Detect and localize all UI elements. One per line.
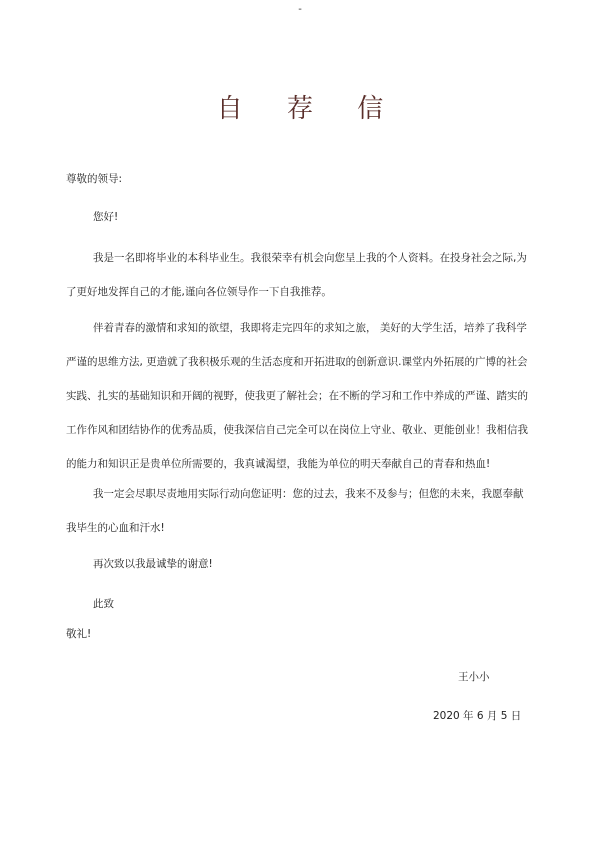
closing-jingli: 敬礼! [66,628,92,640]
paragraph-2-line: 实践、扎实的基础知识和开阔的视野，使我更了解社会；在不断的学习和工作中养成的严谨、踏实的 [66,390,528,402]
paragraph-1 [66,241,536,309]
closing-cizhi: 此致 [93,598,114,610]
paragraph-1-line: 了更好地发挥自己的才能,谨向各位领导作一下自我推荐。 [66,286,332,298]
paragraph-3-line: 我一定会尽职尽责地用实际行动向您证明：您的过去，我来不及参与；但您的未来，我愿奉献 [93,488,524,500]
paragraph-2-line: 工作作风和团结协作的优秀品质，使我深信自己完全可以在岗位上守业、敬业、更能创业！我相信我 [66,424,528,436]
letter-date: 2020 年 6 月 5 日 [433,710,522,722]
paragraph-2-line: 伴着青春的激情和求知的欲望，我即将走完四年的求知之旅， 美好的大学生活，培养了我科学 [93,322,527,334]
paragraph-2-line: 的能力和知识正是贵单位所需要的，我真诚渴望，我能为单位的明天奉献自己的青春和热血! [66,458,491,470]
letter-title: 自 荐 信 [216,94,402,124]
salutation: 尊敬的领导: [66,173,123,185]
paragraph-2 [66,311,536,481]
signer-name: 王小小 [458,671,490,683]
thanks-line: 再次致以我最诚挚的谢意! [93,558,213,570]
paragraph-3-line: 我毕生的心血和汗水! [66,522,165,534]
paragraph-2-line: 严谨的思维方法, 更造就了我积极乐观的生活态度和开拓进取的创新意识.课堂内外拓展的广博的社会 [66,356,528,368]
page-mark: - [298,4,302,15]
paragraph-3 [66,477,536,545]
paragraph-1-line: 我是一名即将毕业的本科毕业生。我很荣幸有机会向您呈上我的个人资料。在投身社会之际,为 [93,252,527,264]
greeting: 您好! [93,211,119,223]
